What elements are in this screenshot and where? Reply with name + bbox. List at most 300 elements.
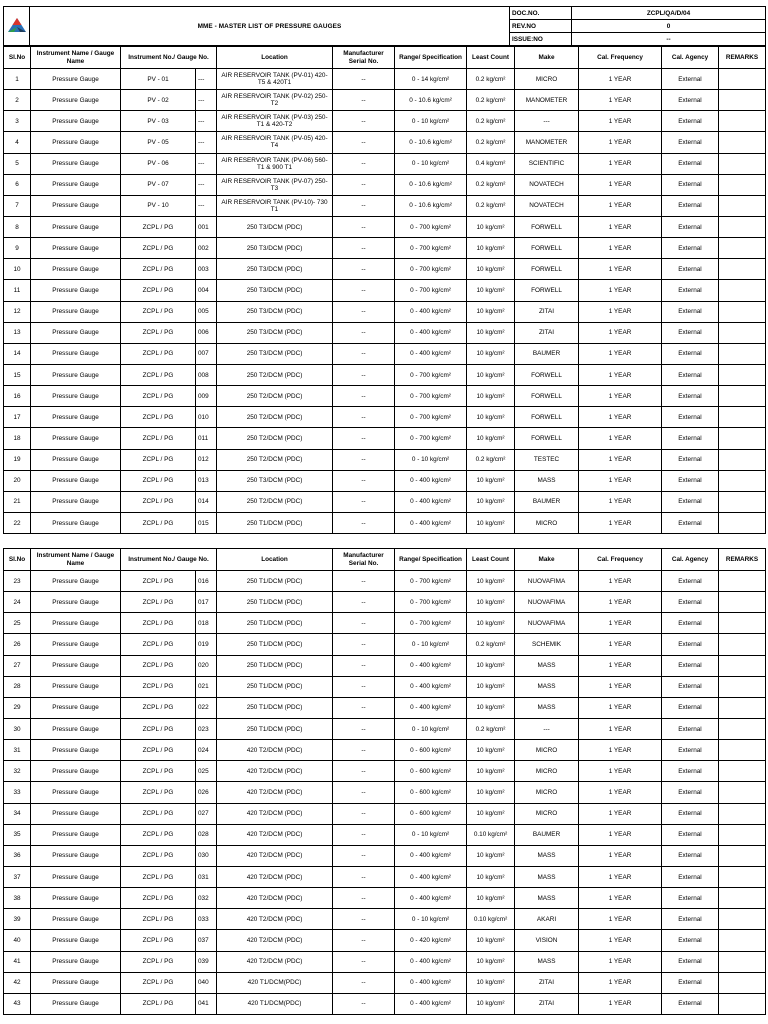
table-row (4, 174, 766, 195)
cell-instrument-suffix: 001 (196, 216, 217, 237)
cell-cal-frequency: 1 YEAR (579, 592, 662, 613)
cell-least-count: 10 kg/cm² (467, 428, 515, 449)
cell-instrument-name: Pressure Gauge (31, 216, 121, 237)
cell-cal-agency: External (662, 428, 719, 449)
header-least-count: Least Count (467, 549, 515, 571)
cell-sl-no: 3 (4, 111, 31, 132)
cell-remarks (719, 280, 766, 301)
header-range: Range/ Specification (395, 47, 467, 69)
cell-instrument-no: PV - 02 (121, 90, 196, 111)
cell-instrument-suffix: 011 (196, 428, 217, 449)
cell-range: 0 - 600 kg/cm² (395, 782, 467, 803)
cell-sl-no: 4 (4, 132, 31, 153)
cell-range: 0 - 400 kg/cm² (395, 972, 467, 993)
cell-remarks (719, 993, 766, 1014)
cell-make: MASS (515, 697, 579, 718)
table-row (4, 761, 766, 782)
cell-least-count: 0.2 kg/cm² (467, 111, 515, 132)
cell-range: 0 - 14 kg/cm² (395, 69, 467, 90)
cell-location: 250 T1/DCM (PDC) (217, 655, 333, 676)
cell-location: 250 T3/DCM (PDC) (217, 470, 333, 491)
cell-least-count: 10 kg/cm² (467, 930, 515, 951)
cell-cal-agency: External (662, 718, 719, 739)
cell-range: 0 - 400 kg/cm² (395, 888, 467, 909)
cell-location: 420 T2/DCM (PDC) (217, 845, 333, 866)
page-title: MME - MASTER LIST OF PRESSURE GAUGES (30, 7, 510, 46)
header-location: Location (217, 47, 333, 69)
cell-range: 0 - 400 kg/cm² (395, 697, 467, 718)
cell-make: MICRO (515, 782, 579, 803)
cell-instrument-name: Pressure Gauge (31, 512, 121, 533)
cell-make: MICRO (515, 740, 579, 761)
cell-location: 250 T1/DCM (PDC) (217, 592, 333, 613)
cell-instrument-no: ZCPL / PG (121, 655, 196, 676)
cell-location: 250 T1/DCM (PDC) (217, 676, 333, 697)
cell-least-count: 10 kg/cm² (467, 803, 515, 824)
cell-instrument-no: ZCPL / PG (121, 238, 196, 259)
cell-location: 250 T2/DCM (PDC) (217, 428, 333, 449)
cell-cal-frequency: 1 YEAR (579, 930, 662, 951)
cell-least-count: 0.2 kg/cm² (467, 195, 515, 216)
cell-manufacturer-serial: -- (333, 153, 395, 174)
table-header-row (4, 47, 766, 69)
table-row (4, 782, 766, 803)
cell-manufacturer-serial: -- (333, 697, 395, 718)
cell-cal-agency: External (662, 613, 719, 634)
cell-instrument-name: Pressure Gauge (31, 491, 121, 512)
cell-instrument-suffix: 017 (196, 592, 217, 613)
cell-range: 0 - 400 kg/cm² (395, 491, 467, 512)
cell-range: 0 - 10.6 kg/cm² (395, 195, 467, 216)
cell-range: 0 - 10 kg/cm² (395, 111, 467, 132)
cell-location: AIR RESERVOIR TANK (PV-03) 250-T1 & 420-T2 (217, 111, 333, 132)
company-logo (4, 7, 30, 46)
cell-cal-agency: External (662, 824, 719, 845)
cell-cal-agency: External (662, 761, 719, 782)
cell-range: 0 - 400 kg/cm² (395, 301, 467, 322)
table-row (4, 195, 766, 216)
cell-instrument-no: ZCPL / PG (121, 301, 196, 322)
cell-instrument-no: ZCPL / PG (121, 216, 196, 237)
cell-sl-no: 42 (4, 972, 31, 993)
cell-cal-frequency: 1 YEAR (579, 280, 662, 301)
cell-cal-agency: External (662, 364, 719, 385)
cell-manufacturer-serial: -- (333, 322, 395, 343)
cell-instrument-name: Pressure Gauge (31, 238, 121, 259)
cell-instrument-no: PV - 07 (121, 174, 196, 195)
cell-remarks (719, 195, 766, 216)
cell-cal-agency: External (662, 238, 719, 259)
cell-location: 420 T2/DCM (PDC) (217, 930, 333, 951)
cell-least-count: 10 kg/cm² (467, 697, 515, 718)
cell-instrument-name: Pressure Gauge (31, 951, 121, 972)
cell-cal-agency: External (662, 301, 719, 322)
cell-cal-agency: External (662, 280, 719, 301)
cell-remarks (719, 740, 766, 761)
cell-cal-frequency: 1 YEAR (579, 782, 662, 803)
table-row (4, 512, 766, 533)
cell-sl-no: 1 (4, 69, 31, 90)
cell-manufacturer-serial: -- (333, 571, 395, 592)
cell-instrument-no: ZCPL / PG (121, 280, 196, 301)
cell-range: 0 - 400 kg/cm² (395, 951, 467, 972)
cell-location: 420 T2/DCM (PDC) (217, 761, 333, 782)
header-sl-no: Sl.No (4, 47, 31, 69)
cell-remarks (719, 90, 766, 111)
cell-instrument-no: ZCPL / PG (121, 470, 196, 491)
cell-cal-agency: External (662, 449, 719, 470)
cell-location: AIR RESERVOIR TANK (PV-10)- 730 T1 (217, 195, 333, 216)
cell-remarks (719, 972, 766, 993)
cell-instrument-suffix: 019 (196, 634, 217, 655)
cell-least-count: 10 kg/cm² (467, 470, 515, 491)
cell-remarks (719, 803, 766, 824)
cell-location: 250 T2/DCM (PDC) (217, 449, 333, 470)
table-row (4, 909, 766, 930)
cell-sl-no: 36 (4, 845, 31, 866)
cell-instrument-suffix: --- (196, 153, 217, 174)
cell-manufacturer-serial: -- (333, 449, 395, 470)
cell-least-count: 0.10 kg/cm² (467, 824, 515, 845)
cell-least-count: 10 kg/cm² (467, 592, 515, 613)
cell-range: 0 - 10 kg/cm² (395, 718, 467, 739)
cell-instrument-suffix: 026 (196, 782, 217, 803)
cell-instrument-name: Pressure Gauge (31, 697, 121, 718)
cell-instrument-no: ZCPL / PG (121, 972, 196, 993)
cell-sl-no: 25 (4, 613, 31, 634)
cell-instrument-no: ZCPL / PG (121, 824, 196, 845)
cell-cal-agency: External (662, 845, 719, 866)
cell-cal-frequency: 1 YEAR (579, 386, 662, 407)
cell-location: 250 T2/DCM (PDC) (217, 407, 333, 428)
cell-sl-no: 37 (4, 866, 31, 887)
cell-make: FORWELL (515, 259, 579, 280)
cell-location: 420 T2/DCM (PDC) (217, 803, 333, 824)
cell-sl-no: 10 (4, 259, 31, 280)
cell-cal-frequency: 1 YEAR (579, 718, 662, 739)
cell-manufacturer-serial: -- (333, 195, 395, 216)
cell-manufacturer-serial: -- (333, 111, 395, 132)
cell-instrument-suffix: 009 (196, 386, 217, 407)
cell-cal-frequency: 1 YEAR (579, 132, 662, 153)
cell-least-count: 10 kg/cm² (467, 280, 515, 301)
cell-instrument-name: Pressure Gauge (31, 909, 121, 930)
table-row (4, 216, 766, 237)
cell-sl-no: 34 (4, 803, 31, 824)
cell-range: 0 - 10.6 kg/cm² (395, 132, 467, 153)
cell-sl-no: 20 (4, 470, 31, 491)
cell-cal-agency: External (662, 470, 719, 491)
cell-instrument-suffix: 033 (196, 909, 217, 930)
cell-least-count: 10 kg/cm² (467, 343, 515, 364)
cell-manufacturer-serial: -- (333, 761, 395, 782)
cell-instrument-no: ZCPL / PG (121, 866, 196, 887)
table-row (4, 386, 766, 407)
cell-instrument-suffix: 016 (196, 571, 217, 592)
cell-manufacturer-serial: -- (333, 343, 395, 364)
cell-remarks (719, 676, 766, 697)
issue-no-label: ISSUE:NO (510, 33, 572, 46)
cell-instrument-suffix: 037 (196, 930, 217, 951)
cell-location: 420 T2/DCM (PDC) (217, 866, 333, 887)
cell-instrument-name: Pressure Gauge (31, 111, 121, 132)
cell-location: 250 T3/DCM (PDC) (217, 280, 333, 301)
cell-location: AIR RESERVOIR TANK (PV-05) 420-T4 (217, 132, 333, 153)
cell-remarks (719, 386, 766, 407)
cell-remarks (719, 470, 766, 491)
cell-make: BAUMER (515, 343, 579, 364)
cell-cal-agency: External (662, 634, 719, 655)
cell-location: 250 T2/DCM (PDC) (217, 386, 333, 407)
cell-cal-agency: External (662, 803, 719, 824)
header-least-count: Least Count (467, 47, 515, 69)
cell-location: 250 T3/DCM (PDC) (217, 322, 333, 343)
cell-instrument-no: ZCPL / PG (121, 491, 196, 512)
cell-cal-agency: External (662, 90, 719, 111)
cell-location: 420 T1/DCM(PDC) (217, 993, 333, 1014)
cell-least-count: 0.2 kg/cm² (467, 90, 515, 111)
cell-instrument-name: Pressure Gauge (31, 761, 121, 782)
cell-instrument-no: PV - 05 (121, 132, 196, 153)
cell-least-count: 10 kg/cm² (467, 322, 515, 343)
cell-least-count: 10 kg/cm² (467, 676, 515, 697)
cell-make: NOVATECH (515, 195, 579, 216)
cell-make: TESTEC (515, 449, 579, 470)
cell-make: SCHEMIK (515, 634, 579, 655)
cell-cal-frequency: 1 YEAR (579, 343, 662, 364)
cell-make: FORWELL (515, 238, 579, 259)
cell-instrument-name: Pressure Gauge (31, 343, 121, 364)
cell-remarks (719, 930, 766, 951)
cell-remarks (719, 888, 766, 909)
cell-make: MICRO (515, 69, 579, 90)
cell-cal-agency: External (662, 866, 719, 887)
header-cal-agency: Cal. Agency (662, 549, 719, 571)
cell-cal-agency: External (662, 909, 719, 930)
cell-cal-frequency: 1 YEAR (579, 364, 662, 385)
cell-manufacturer-serial: -- (333, 174, 395, 195)
cell-instrument-no: ZCPL / PG (121, 592, 196, 613)
cell-instrument-suffix: 013 (196, 470, 217, 491)
cell-cal-frequency: 1 YEAR (579, 407, 662, 428)
cell-instrument-no: ZCPL / PG (121, 718, 196, 739)
table-row (4, 238, 766, 259)
cell-range: 0 - 400 kg/cm² (395, 993, 467, 1014)
cell-remarks (719, 951, 766, 972)
table-row (4, 428, 766, 449)
cell-range: 0 - 700 kg/cm² (395, 280, 467, 301)
cell-instrument-name: Pressure Gauge (31, 634, 121, 655)
cell-location: 420 T2/DCM (PDC) (217, 909, 333, 930)
cell-remarks (719, 69, 766, 90)
table-row (4, 718, 766, 739)
cell-range: 0 - 10 kg/cm² (395, 824, 467, 845)
cell-sl-no: 15 (4, 364, 31, 385)
cell-make: FORWELL (515, 280, 579, 301)
cell-remarks (719, 655, 766, 676)
cell-manufacturer-serial: -- (333, 428, 395, 449)
cell-least-count: 10 kg/cm² (467, 491, 515, 512)
cell-manufacturer-serial: -- (333, 613, 395, 634)
cell-instrument-suffix: 040 (196, 972, 217, 993)
cell-instrument-name: Pressure Gauge (31, 676, 121, 697)
cell-sl-no: 30 (4, 718, 31, 739)
cell-cal-frequency: 1 YEAR (579, 69, 662, 90)
cell-cal-frequency: 1 YEAR (579, 90, 662, 111)
cell-instrument-no: ZCPL / PG (121, 782, 196, 803)
cell-range: 0 - 400 kg/cm² (395, 512, 467, 533)
header-sl-no: Sl.No (4, 549, 31, 571)
cell-manufacturer-serial: -- (333, 803, 395, 824)
cell-least-count: 10 kg/cm² (467, 740, 515, 761)
cell-instrument-no: ZCPL / PG (121, 845, 196, 866)
cell-least-count: 10 kg/cm² (467, 364, 515, 385)
cell-cal-agency: External (662, 512, 719, 533)
table-row (4, 613, 766, 634)
cell-cal-agency: External (662, 216, 719, 237)
cell-instrument-no: ZCPL / PG (121, 512, 196, 533)
cell-remarks (719, 592, 766, 613)
document-header (3, 6, 766, 46)
cell-range: 0 - 700 kg/cm² (395, 364, 467, 385)
cell-remarks (719, 301, 766, 322)
cell-cal-agency: External (662, 592, 719, 613)
cell-instrument-name: Pressure Gauge (31, 407, 121, 428)
cell-remarks (719, 866, 766, 887)
cell-sl-no: 12 (4, 301, 31, 322)
cell-manufacturer-serial: -- (333, 132, 395, 153)
cell-remarks (719, 571, 766, 592)
cell-sl-no: 19 (4, 449, 31, 470)
cell-cal-frequency: 1 YEAR (579, 845, 662, 866)
table-row (4, 888, 766, 909)
cell-manufacturer-serial: -- (333, 238, 395, 259)
table-row (4, 280, 766, 301)
cell-instrument-suffix: 028 (196, 824, 217, 845)
cell-make: MICRO (515, 803, 579, 824)
cell-instrument-suffix: 020 (196, 655, 217, 676)
cell-cal-frequency: 1 YEAR (579, 803, 662, 824)
cell-cal-agency: External (662, 69, 719, 90)
header-cal-frequency: Cal. Frequency (579, 47, 662, 69)
table-row (4, 132, 766, 153)
cell-make: NUOVAFIMA (515, 571, 579, 592)
table-row (4, 697, 766, 718)
table-row (4, 111, 766, 132)
cell-least-count: 0.2 kg/cm² (467, 718, 515, 739)
cell-instrument-no: ZCPL / PG (121, 449, 196, 470)
cell-instrument-name: Pressure Gauge (31, 718, 121, 739)
cell-manufacturer-serial: -- (333, 655, 395, 676)
header-range: Range/ Specification (395, 549, 467, 571)
cell-instrument-suffix: 030 (196, 845, 217, 866)
cell-cal-frequency: 1 YEAR (579, 866, 662, 887)
cell-cal-frequency: 1 YEAR (579, 655, 662, 676)
cell-instrument-suffix: 004 (196, 280, 217, 301)
header-cal-agency: Cal. Agency (662, 47, 719, 69)
cell-instrument-name: Pressure Gauge (31, 428, 121, 449)
cell-cal-agency: External (662, 153, 719, 174)
table-header-row (4, 549, 766, 571)
cell-cal-agency: External (662, 782, 719, 803)
cell-instrument-suffix: 003 (196, 259, 217, 280)
cell-make: MASS (515, 676, 579, 697)
cell-manufacturer-serial: -- (333, 993, 395, 1014)
cell-instrument-suffix: 031 (196, 866, 217, 887)
cell-range: 0 - 10 kg/cm² (395, 634, 467, 655)
cell-cal-frequency: 1 YEAR (579, 634, 662, 655)
cell-instrument-suffix: 022 (196, 697, 217, 718)
cell-make: NOVATECH (515, 174, 579, 195)
cell-remarks (719, 174, 766, 195)
cell-instrument-name: Pressure Gauge (31, 782, 121, 803)
cell-manufacturer-serial: -- (333, 909, 395, 930)
table-row (4, 993, 766, 1014)
cell-instrument-name: Pressure Gauge (31, 655, 121, 676)
cell-least-count: 0.2 kg/cm² (467, 174, 515, 195)
cell-instrument-name: Pressure Gauge (31, 866, 121, 887)
cell-instrument-name: Pressure Gauge (31, 90, 121, 111)
cell-sl-no: 41 (4, 951, 31, 972)
cell-make: NUOVAFIMA (515, 592, 579, 613)
cell-location: AIR RESERVOIR TANK (PV-02) 250-T2 (217, 90, 333, 111)
cell-manufacturer-serial: -- (333, 280, 395, 301)
cell-make: VISION (515, 930, 579, 951)
cell-least-count: 0.2 kg/cm² (467, 634, 515, 655)
cell-manufacturer-serial: -- (333, 782, 395, 803)
cell-sl-no: 9 (4, 238, 31, 259)
cell-least-count: 0.10 kg/cm² (467, 909, 515, 930)
cell-sl-no: 21 (4, 491, 31, 512)
cell-location: 420 T2/DCM (PDC) (217, 740, 333, 761)
cell-instrument-no: ZCPL / PG (121, 909, 196, 930)
table-row (4, 343, 766, 364)
cell-sl-no: 8 (4, 216, 31, 237)
cell-cal-frequency: 1 YEAR (579, 697, 662, 718)
cell-make: MASS (515, 655, 579, 676)
table-row (4, 90, 766, 111)
cell-location: 250 T2/DCM (PDC) (217, 491, 333, 512)
cell-sl-no: 40 (4, 930, 31, 951)
cell-location: 250 T1/DCM (PDC) (217, 697, 333, 718)
cell-manufacturer-serial: -- (333, 740, 395, 761)
cell-instrument-name: Pressure Gauge (31, 571, 121, 592)
cell-remarks (719, 782, 766, 803)
cell-manufacturer-serial: -- (333, 824, 395, 845)
cell-instrument-suffix: 007 (196, 343, 217, 364)
cell-make: FORWELL (515, 428, 579, 449)
cell-least-count: 0.2 kg/cm² (467, 69, 515, 90)
cell-least-count: 10 kg/cm² (467, 407, 515, 428)
cell-cal-agency: External (662, 343, 719, 364)
cell-range: 0 - 10.6 kg/cm² (395, 174, 467, 195)
cell-instrument-no: PV - 03 (121, 111, 196, 132)
cell-manufacturer-serial: -- (333, 634, 395, 655)
cell-location: AIR RESERVOIR TANK (PV-07) 250-T3 (217, 174, 333, 195)
table-row (4, 845, 766, 866)
cell-sl-no: 33 (4, 782, 31, 803)
cell-sl-no: 14 (4, 343, 31, 364)
cell-instrument-suffix: 002 (196, 238, 217, 259)
cell-instrument-name: Pressure Gauge (31, 449, 121, 470)
cell-instrument-no: ZCPL / PG (121, 428, 196, 449)
cell-least-count: 10 kg/cm² (467, 845, 515, 866)
cell-location: 250 T3/DCM (PDC) (217, 238, 333, 259)
table-row (4, 259, 766, 280)
header-instrument-name: Instrument Name / Gauge Name (31, 549, 121, 571)
cell-make: FORWELL (515, 364, 579, 385)
cell-cal-agency: External (662, 195, 719, 216)
